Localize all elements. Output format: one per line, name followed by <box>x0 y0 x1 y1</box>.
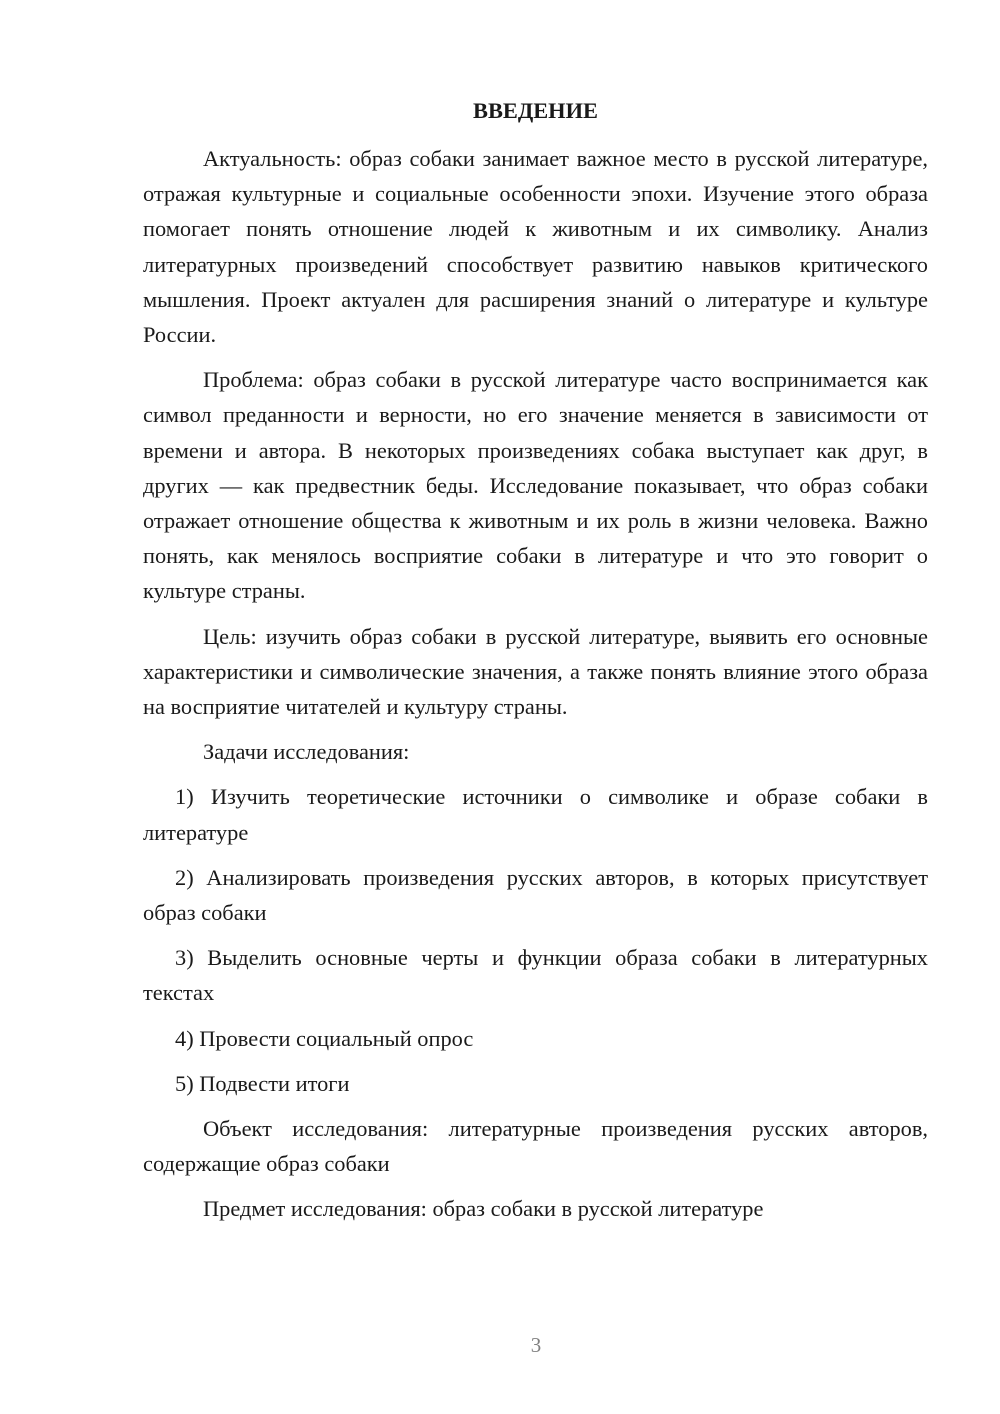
task-item-2: 2) Анализировать произведения русских авторов, в которых присутствует образ собаки <box>143 864 928 926</box>
goal-paragraph: Цель: изучить образ собаки в русской литературе, выявить его основные характеристики и символические значения, а также понять влияние этого образа на восприятие читателей и культуру страны. <box>143 623 928 720</box>
relevance-paragraph: Актуальность: образ собаки занимает важное место в русской литературе, отражая культурные и социальные особенности эпохи. Изучение этого образа помогает понять отношение людей к животным и их символику. Анализ литературных произведений способствует развитию навыков критического мышления. Проект актуален для расширения знаний о литературе и культуре России. <box>143 146 928 348</box>
document-page <box>143 95 928 1237</box>
task-item-1: 1) Изучить теоретические источники о символике и образе собаки в литературе <box>143 784 928 845</box>
page-title: ВВЕДЕНИЕ <box>473 98 598 123</box>
task-item-3: 3) Выделить основные черты и функции образа собаки в литературных текстах <box>143 945 928 1006</box>
problem-paragraph: Проблема: образ собаки в русской литературе часто воспринимается как символ преданности и верности, но его значение меняется в зависимости от времени и автора. В некоторых произведениях собака выступает как друг, в других — как предвестник беды. Исследование показывает, что образ собаки отражает отношение общества к животным и их роль в жизни человека. Важно понять, как менялось восприятие собаки в литературе и что это говорит о культуре страны. <box>143 367 928 604</box>
subject-paragraph: Предмет исследования: образ собаки в русской литературе <box>203 1196 764 1222</box>
object-paragraph: Объект исследования: литературные произведения русских авторов, содержащие образ собаки <box>143 1116 928 1177</box>
page-number: 3 <box>530 1333 542 1357</box>
task-item-5: 5) Подвести итоги <box>175 1070 350 1096</box>
tasks-heading: Задачи исследования: <box>203 739 410 765</box>
task-item-4: 4) Провести социальный опрос <box>175 1025 474 1051</box>
